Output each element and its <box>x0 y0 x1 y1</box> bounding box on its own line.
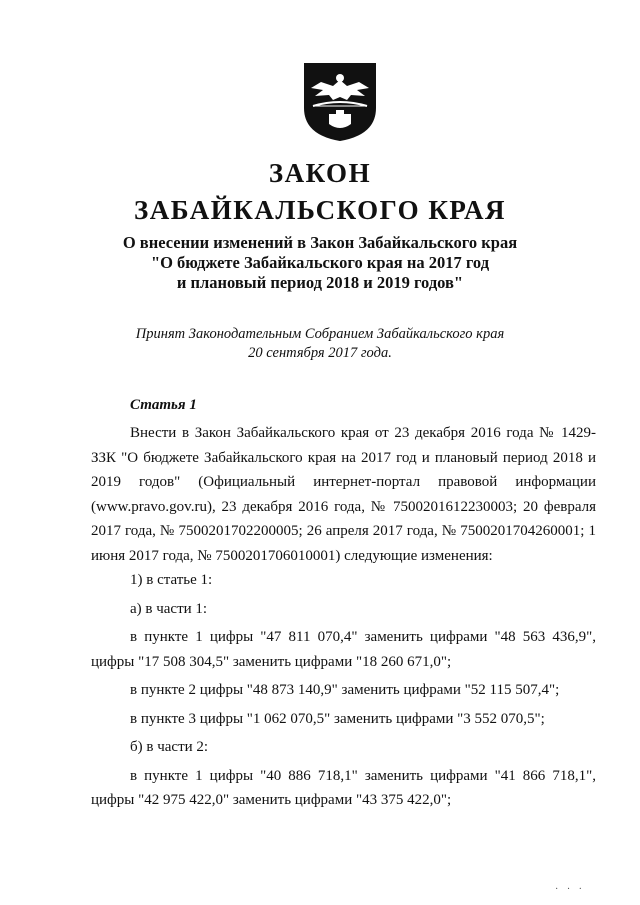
list-item: в пункте 2 цифры "48 873 140,9" заменить цифрами "52 115 507,4"; <box>130 682 560 698</box>
document-region: ЗАБАЙКАЛЬСКОГО КРАЯ <box>134 195 506 225</box>
adoption-line: Принят Законодательным Собранием Забайкальского края <box>135 326 505 342</box>
adoption-note <box>0 325 640 363</box>
list-item: в пункте 1 цифры "40 886 718,1" заменить цифрами "41 866 718,1", цифры "42 975 422,0" заменить цифрами "43 375 422,0"; <box>91 767 596 808</box>
article-body <box>91 421 596 817</box>
list-item: б) в части 2: <box>130 739 209 755</box>
adoption-date: 20 сентября 2017 года. <box>248 345 392 361</box>
document-title: ЗАКОН <box>268 158 372 188</box>
list-item: в пункте 1 цифры "47 811 070,4" заменить цифрами "48 563 436,9", цифры "17 508 304,5" заменить цифрами "18 260 671,0"; <box>91 629 596 670</box>
article-intro: Внести в Закон Забайкальского края от 23 декабря 2016 года № 1429-ЗЗК "О бюджете Забайкальского края на 2017 год и плановый период 2018 и 2019 годов" (Официальный интернет-портал правовой информации (www.pravo.gov.ru), 23 декабря 2016 года, № 7500201612230003; 20 февраля 2017 года, № 7500201702200005; 26 апреля 2017 года, № 7500201704260001; 1 июня 2017 года, № 7500201706010001) следующие изменения: <box>91 425 596 564</box>
subtitle-line: и плановый период 2018 и 2019 годов" <box>176 273 464 292</box>
list-item: а) в части 1: <box>130 600 208 617</box>
subtitle-line: "О бюджете Забайкальского края на 2017 год <box>150 253 490 272</box>
list-item: в пункте 3 цифры "1 062 070,5" заменить цифрами "3 552 070,5"; <box>130 710 545 727</box>
law-subtitle <box>0 233 640 293</box>
page-marks: · · · <box>555 884 585 895</box>
article-heading: Статья 1 <box>130 397 197 413</box>
list-item: 1) в статье 1: <box>130 572 213 588</box>
coat-of-arms-icon <box>303 62 377 142</box>
subtitle-line: О внесении изменений в Закон Забайкальского края <box>122 233 518 252</box>
